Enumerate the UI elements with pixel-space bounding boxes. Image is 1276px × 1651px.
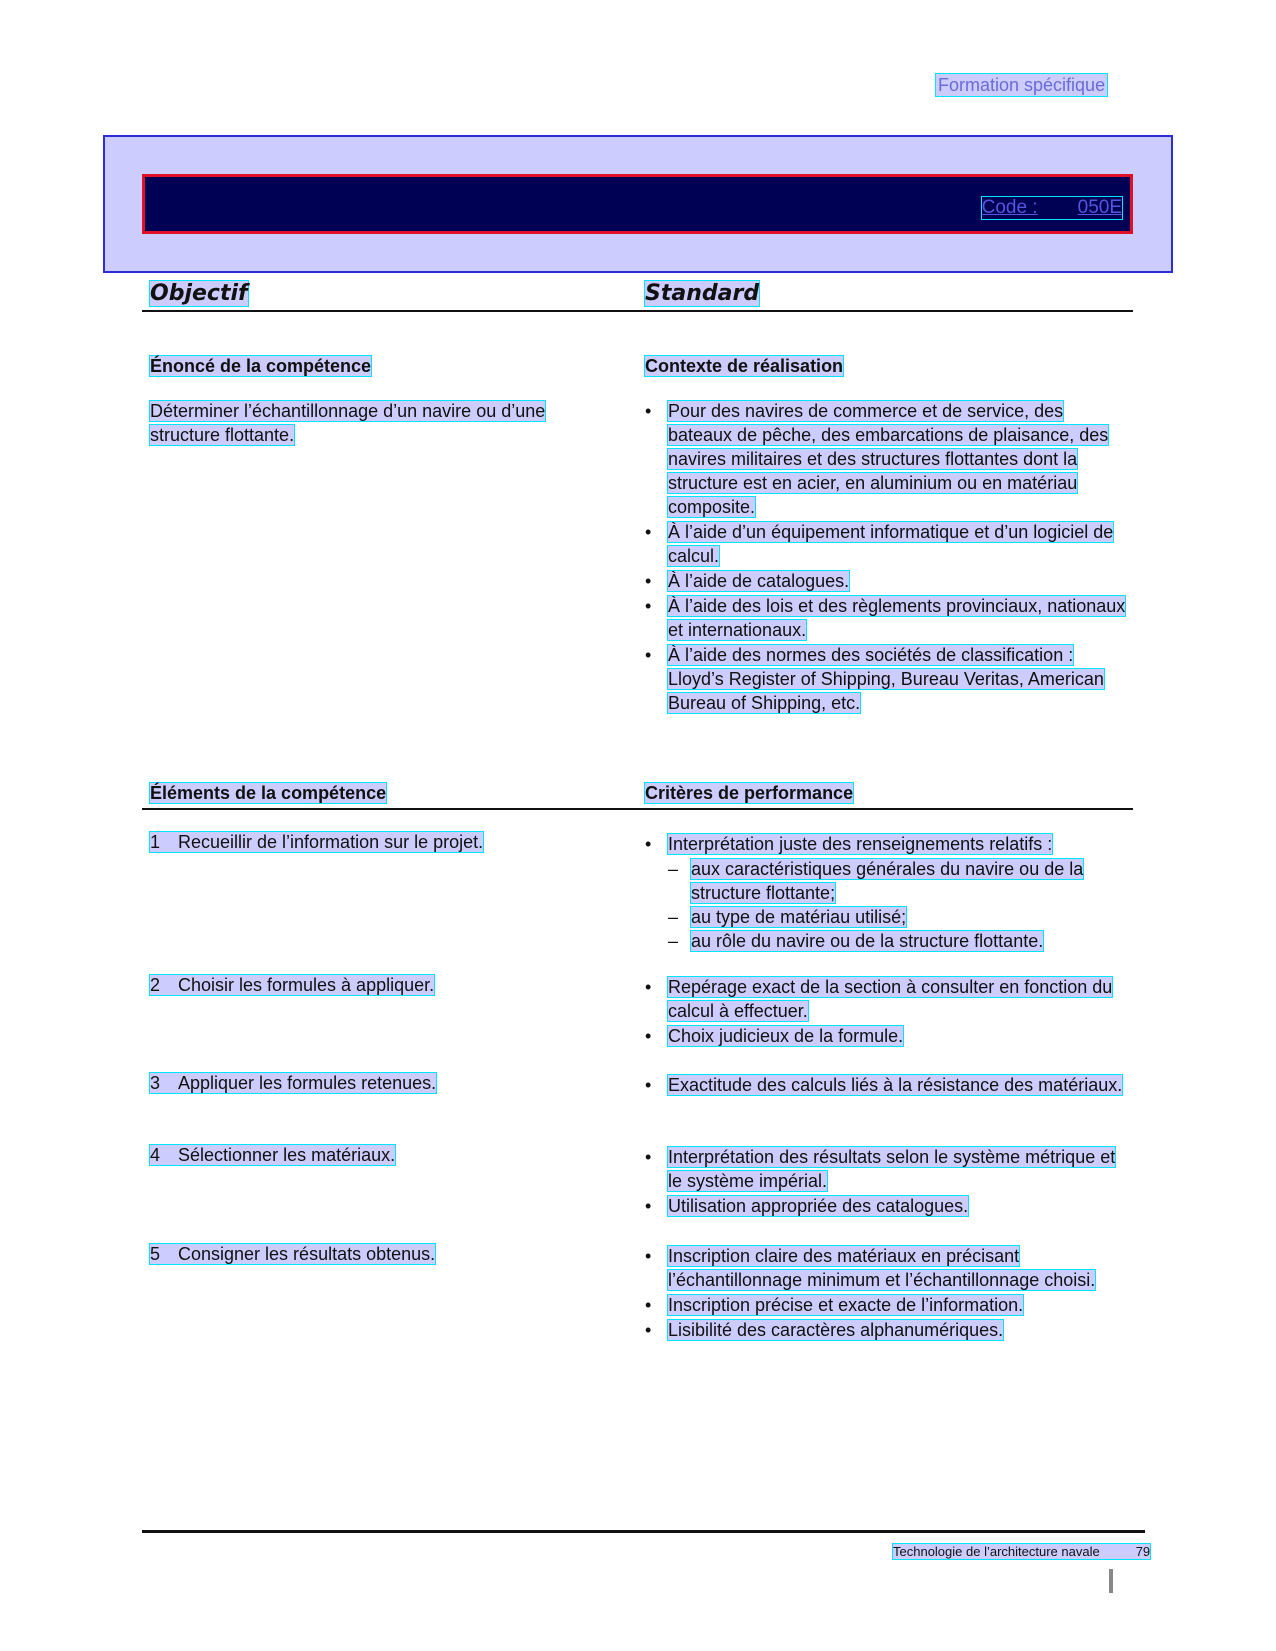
footer-rule [142,1530,1145,1533]
context-list [645,399,1130,716]
page-footer [893,1544,1150,1560]
criteria-2 [645,975,1130,1049]
element-text: Sélectionner les matériaux. [178,1145,396,1165]
list-item: • Utilisation appropriée des catalogues. [645,1194,1130,1218]
element-number: 5 [150,1244,161,1264]
list-item: • À l’aide des normes des sociétés de classification : Lloyd’s Register of Shipping, Bureau Veritas, American Bureau of Shipping, etc. [645,643,1130,715]
list-item: • Repérage exact de la section à consulter en fonction du calcul à effectuer. [645,975,1130,1023]
text-cursor [1109,1569,1113,1593]
criteria-3 [645,1073,1130,1098]
list-item: • Pour des navires de commerce et de service, des bateaux de pêche, des embarcations de plaisance, des navires militaires et des structures flottantes dont la structure est en acier, en aluminium ou en matériau composite. [645,399,1130,519]
list-item: • À l’aide d’un équipement informatique et d’un logiciel de calcul. [645,520,1130,568]
column-header-standard: Standard [645,281,760,306]
element-number: 1 [150,832,161,852]
criteres-header: Critères de performance [645,783,854,803]
list-item: • Exactitude des calculs liés à la résistance des matériaux. [645,1073,1130,1097]
code-label: Code : [981,197,1038,218]
competency-code [982,197,1122,219]
criteria-1 [645,832,1130,953]
element-text: Choisir les formules à appliquer. [178,975,435,995]
sub-list-item: – au rôle du navire ou de la structure flottante. [645,929,1130,953]
element-5 [150,1242,640,1266]
page-number: 79 [1135,1544,1151,1559]
element-3 [150,1071,640,1095]
list-item: • À l’aide de catalogues. [645,569,1130,593]
element-number: 3 [150,1073,161,1093]
list-item: • Choix judicieux de la formule. [645,1024,1130,1048]
list-item: • Lisibilité des caractères alphanumériques. [645,1318,1130,1342]
criteria-5 [645,1244,1130,1343]
column-header-objectif: Objectif [150,281,248,306]
element-2 [150,973,640,997]
element-4 [150,1143,640,1167]
list-item: • Inscription précise et exacte de l’information. [645,1293,1130,1317]
elements-rule [142,808,1133,810]
sub-list-item: – aux caractéristiques générales du navire ou de la structure flottante; [645,857,1130,905]
competency-statement: Déterminer l’échantillonnage d’un navire ou d’une structure flottante. [150,401,546,445]
element-text: Appliquer les formules retenues. [178,1073,437,1093]
enonce-header: Énoncé de la compétence [150,356,372,376]
element-text: Recueillir de l’information sur le projet. [178,832,484,852]
element-number: 2 [150,975,161,995]
elements-header: Éléments de la compétence [150,783,387,803]
list-item: • Inscription claire des matériaux en précisant l’échantillonnage minimum et l’échantillonnage choisi. [645,1244,1130,1292]
code-value: 050E [1077,197,1122,218]
list-item: • Interprétation des résultats selon le système métrique et le système impérial. [645,1145,1130,1193]
footer-title: Technologie de l’architecture navale [893,1544,1100,1559]
program-label: Formation spécifique [938,75,1106,95]
contexte-header: Contexte de réalisation [645,356,844,376]
element-text: Consigner les résultats obtenus. [178,1244,436,1264]
element-1 [150,830,640,854]
header-rule [142,310,1133,312]
list-item: • Interprétation juste des renseignements relatifs : [645,832,1130,856]
criteria-4 [645,1145,1130,1219]
element-number: 4 [150,1145,161,1165]
list-item: • À l’aide des lois et des règlements provinciaux, nationaux et internationaux. [645,594,1130,642]
title-bar [142,174,1133,234]
sub-list-item: – au type de matériau utilisé; [645,905,1130,929]
